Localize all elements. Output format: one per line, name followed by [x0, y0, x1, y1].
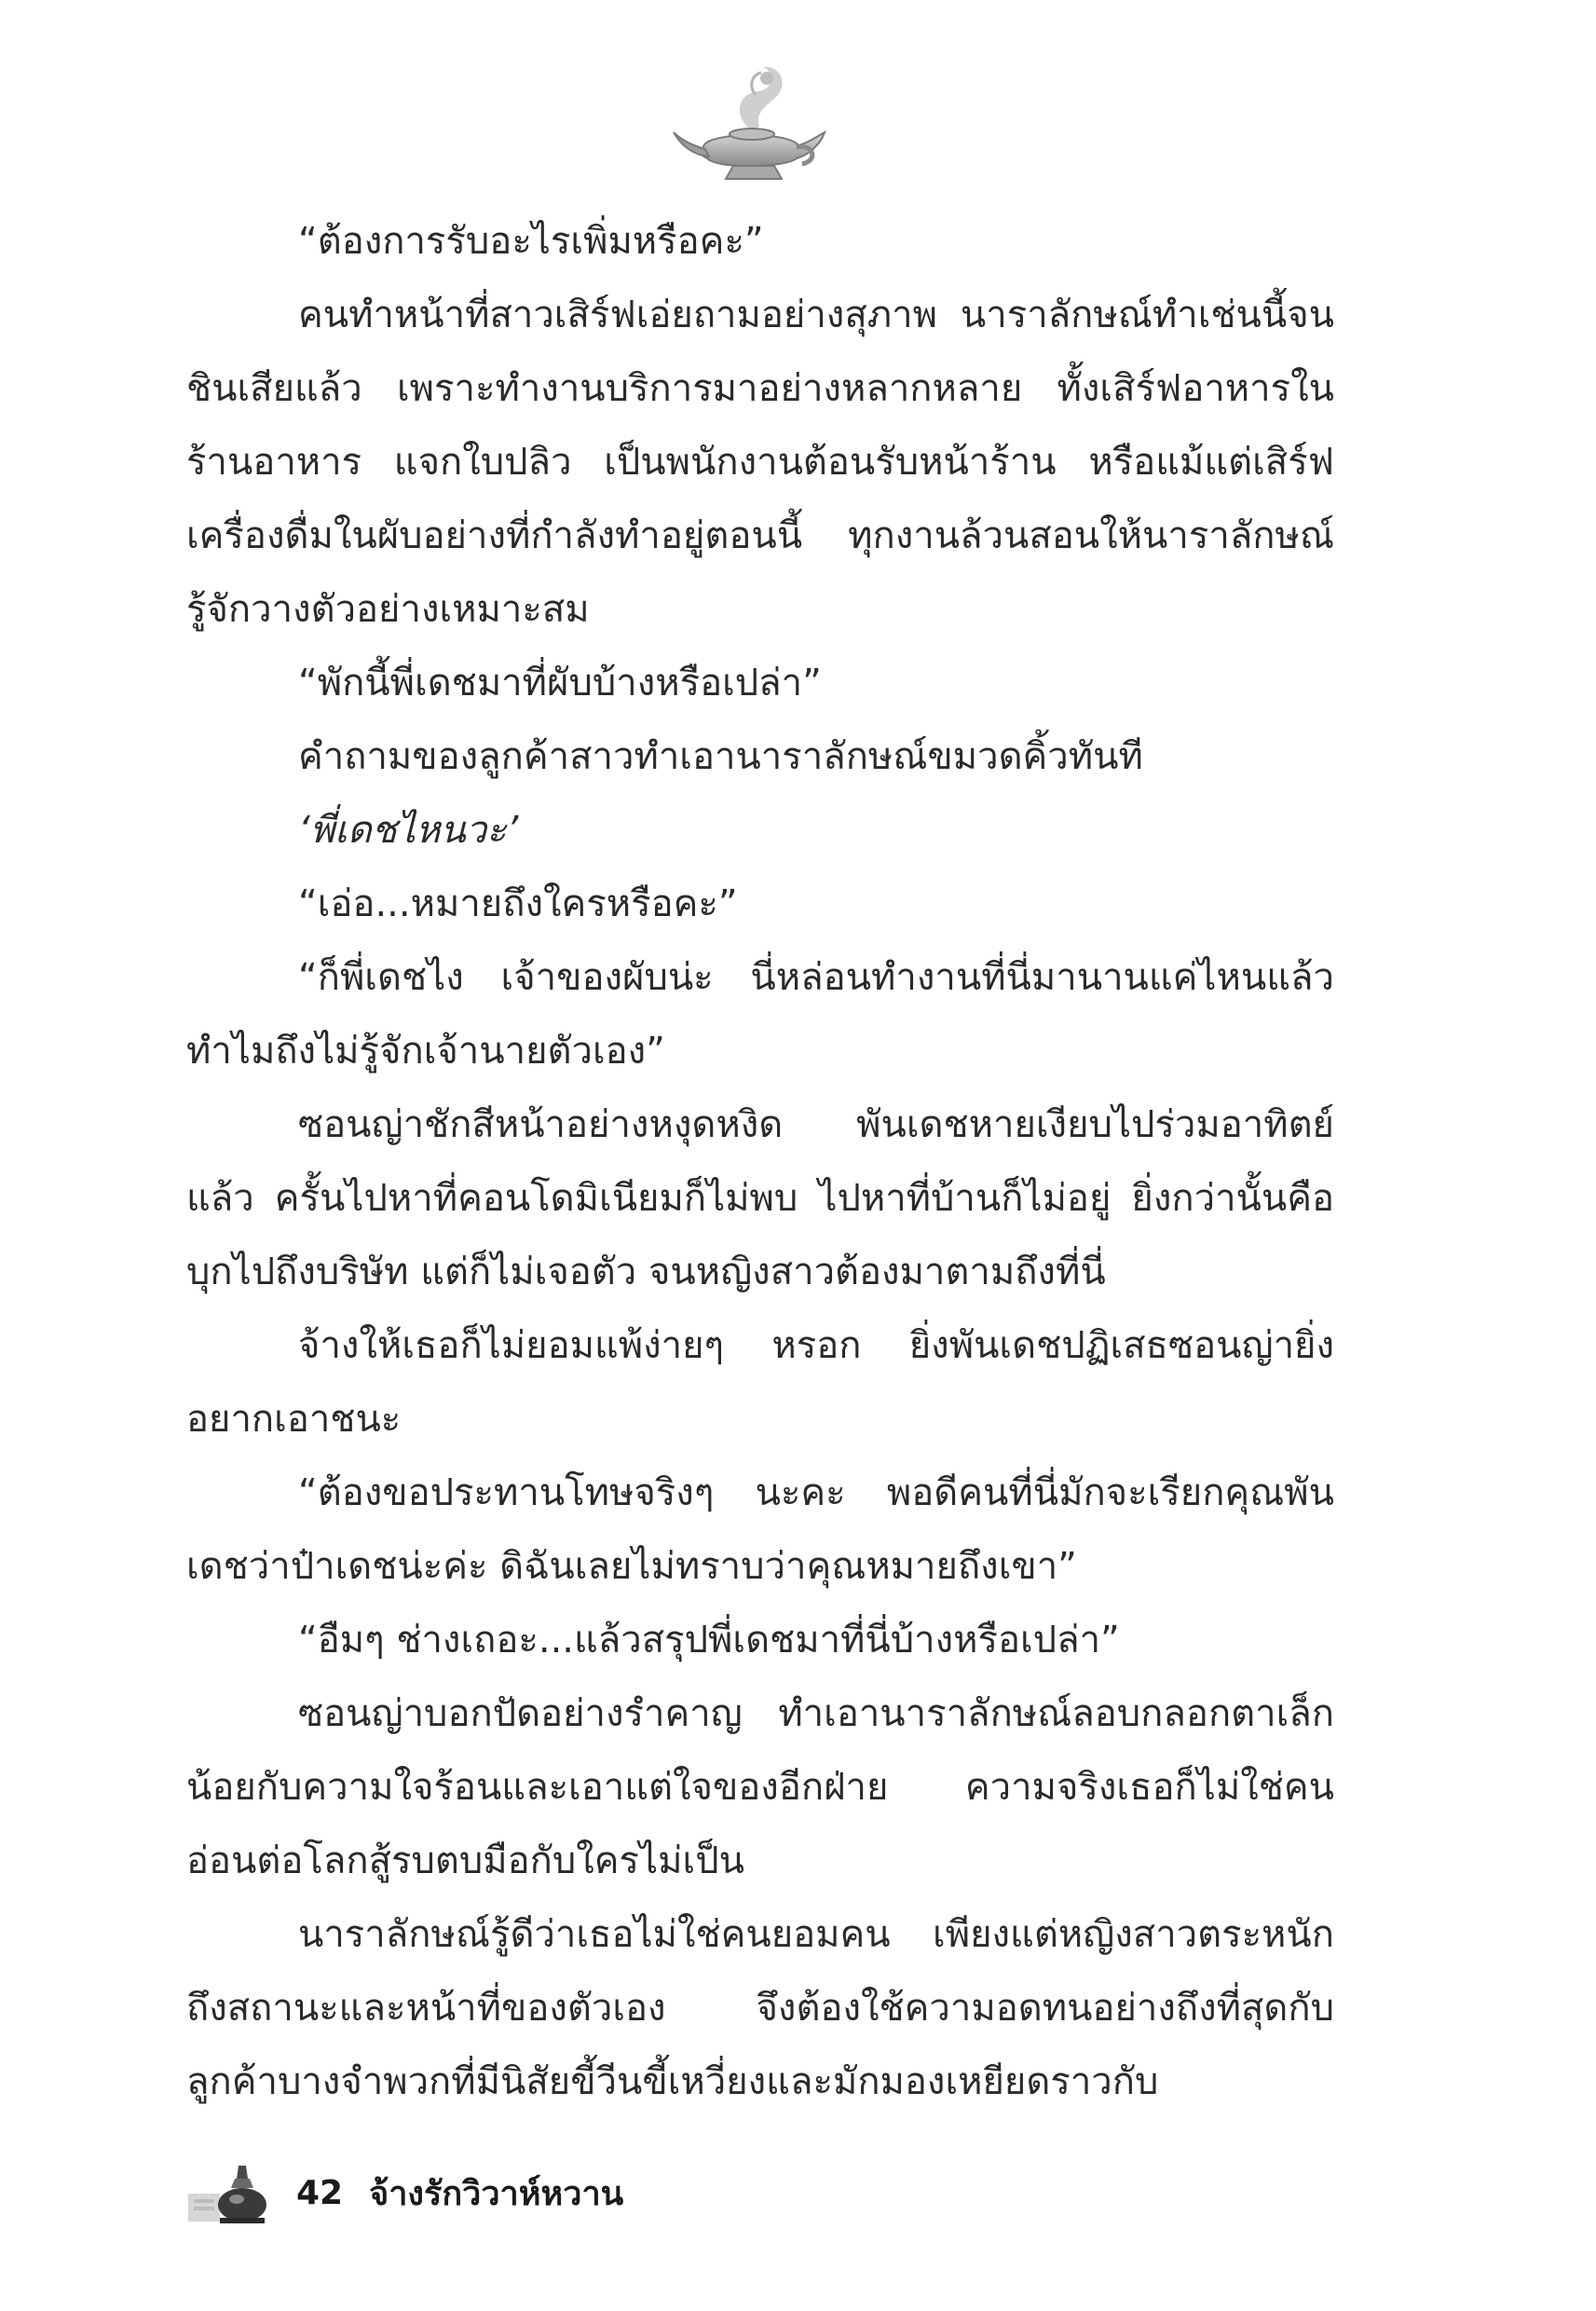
paragraph: คำถามของลูกค้าสาวทำเอานาราลักษณ์ขมวดคิ้วทันที [298, 735, 1143, 778]
body-text [186, 205, 1334, 2119]
page-footer [186, 2160, 623, 2225]
paragraph: นาราลักษณ์รู้ดีว่าเธอไม่ใช่คนยอมคน เพียงแต่หญิงสาวตระหนักถึงสถานะและหน้าที่ของตัวเอง จึงต้องใช้ความอดทนอย่างถึงที่สุดกับลูกค้าบางจำพวกที่มีนิสัยขี้วีนขี้เหวี่ยงและมักมองเหยียดราวกับ [186, 1913, 1334, 2103]
paragraph: คนทำหน้าที่สาวเสิร์ฟเอ่ยถามอย่างสุภาพ นาราลักษณ์ทำเช่นนี้จนชินเสียแล้ว เพราะทำงานบริการมาอย่างหลากหลาย ทั้งเสิร์ฟอาหารในร้านอาหาร แจกใบปลิว เป็นพนักงานต้อนรับหน้าร้าน หรือแม้แต่เสิร์ฟเครื่องดื่มในผับอย่างที่กำลังทำอยู่ตอนนี้ ทุกงานล้วนสอนให้นาราลักษณ์รู้จักวางตัวอย่างเหมาะสม [186, 294, 1334, 631]
paragraph: “ก็พี่เดชไง เจ้าของผับน่ะ นี่หล่อนทำงานที่นี่มานานแค่ไหนแล้วทำไมถึงไม่รู้จักเจ้านายตัวเอง” [186, 956, 1334, 1073]
paragraph: ซอนญ่าชักสีหน้าอย่างหงุดหงิด พันเดชหายเงียบไปร่วมอาทิตย์แล้ว ครั้นไปหาที่คอนโดมิเนียมก็ไม่พบ ไปหาที่บ้านก็ไม่อยู่ ยิ่งกว่านั้นคือบุกไปถึงบริษัท แต่ก็ไม่เจอตัว จนหญิงสาวต้องมาตามถึงที่นี่ [186, 1103, 1334, 1293]
lamp-icon [186, 2160, 280, 2225]
paragraph: “ต้องการรับอะไรเพิ่มหรือคะ” [298, 220, 764, 263]
paragraph: “ต้องขอประทานโทษจริงๆ นะคะ พอดีคนที่นี่มักจะเรียกคุณพันเดชว่าป๋าเดชน่ะค่ะ ดิฉันเลยไม่ทราบว่าคุณหมายถึงเขา” [186, 1471, 1334, 1588]
paragraph: “อืมๆ ช่างเถอะ...แล้วสรุปพี่เดชมาที่นี่บ้างหรือเปล่า” [298, 1619, 1120, 1661]
paragraph-inner-thought: ‘พี่เดชไหนวะ’ [298, 809, 519, 852]
page-number: 42 [296, 2173, 344, 2212]
paragraph: “พักนี้พี่เดชมาที่ผับบ้างหรือเปล่า” [298, 662, 822, 704]
paragraph: ซอนญ่าบอกปัดอย่างรำคาญ ทำเอานาราลักษณ์ลอบกลอกตาเล็กน้อยกับความใจร้อนและเอาแต่ใจของอีกฝ่าย ความจริงเธอก็ไม่ใช่คนอ่อนต่อโลกสู้รบตบมือกับใครไม่เป็น [186, 1692, 1334, 1882]
book-title: จ้างรักวิวาห์หวาน [369, 2174, 624, 2213]
genie-lamp-icon [666, 58, 834, 188]
paragraph: “เอ่อ...หมายถึงใครหรือคะ” [298, 882, 738, 925]
paragraph: จ้างให้เธอก็ไม่ยอมแพ้ง่ายๆ หรอก ยิ่งพันเดชปฏิเสธซอนญ่ายิ่งอยากเอาชนะ [186, 1324, 1334, 1441]
